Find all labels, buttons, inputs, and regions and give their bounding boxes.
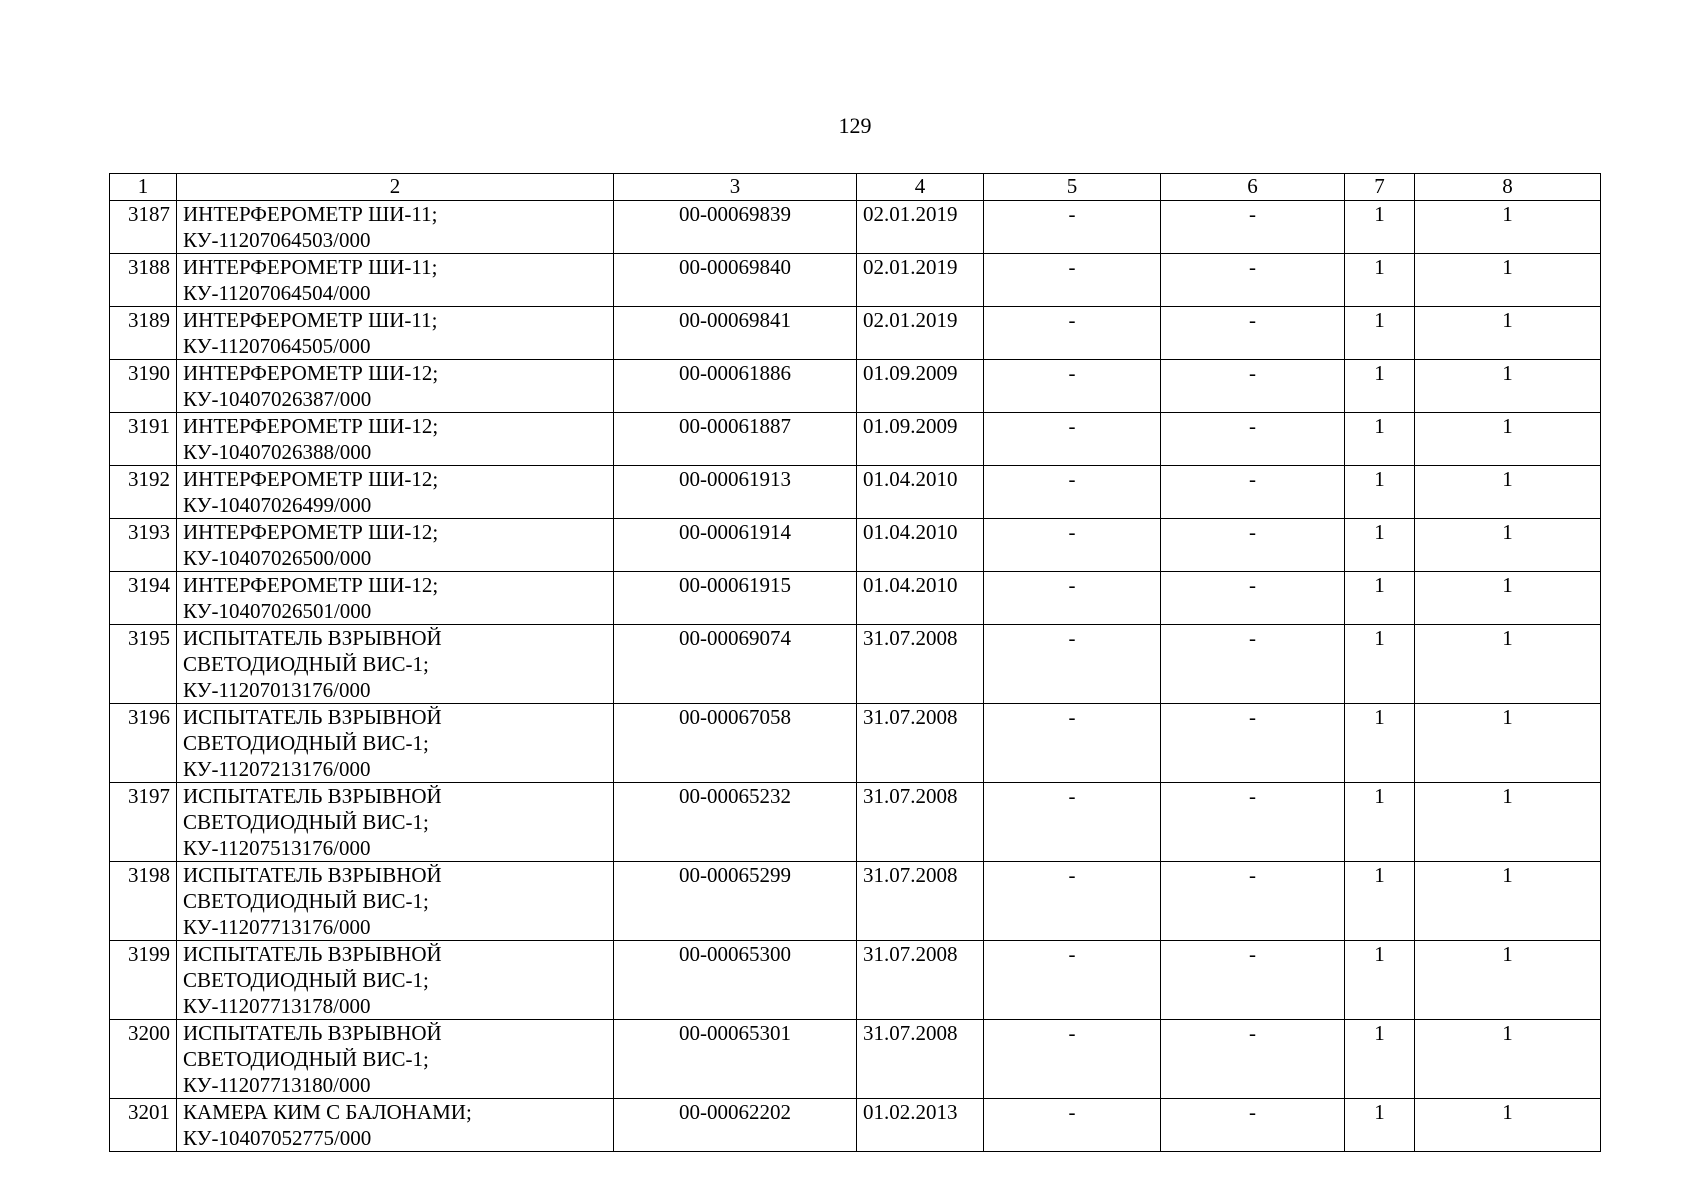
row-number-cell: 3194 bbox=[110, 572, 177, 625]
item-name-cell bbox=[177, 1020, 614, 1099]
row-number-cell: 3191 bbox=[110, 413, 177, 466]
column-5-cell: - bbox=[984, 413, 1161, 466]
column-6-cell: - bbox=[1161, 466, 1345, 519]
page-number: 129 bbox=[838, 113, 872, 138]
table-row bbox=[110, 572, 1601, 625]
column-7-cell: 1 bbox=[1345, 307, 1415, 360]
row-number-cell: 3189 bbox=[110, 307, 177, 360]
row-number-cell: 3196 bbox=[110, 704, 177, 783]
column-7-cell: 1 bbox=[1345, 201, 1415, 254]
column-8-cell: 1 bbox=[1415, 519, 1601, 572]
item-name-line: СВЕТОДИОДНЫЙ ВИС-1; bbox=[183, 810, 429, 834]
table-body bbox=[110, 201, 1601, 1152]
column-8-cell: 1 bbox=[1415, 783, 1601, 862]
item-name-cell bbox=[177, 201, 614, 254]
column-5-cell: - bbox=[984, 625, 1161, 704]
column-7-cell: 1 bbox=[1345, 1099, 1415, 1152]
inventory-number-cell: 00-00062202 bbox=[614, 1099, 857, 1152]
column-6-cell: - bbox=[1161, 941, 1345, 1020]
item-name-line: КУ-10407026501/000 bbox=[183, 599, 372, 623]
inventory-number-cell: 00-00061915 bbox=[614, 572, 857, 625]
inventory-number-cell: 00-00061886 bbox=[614, 360, 857, 413]
column-5-cell: - bbox=[984, 941, 1161, 1020]
registry-table bbox=[109, 173, 1601, 1152]
column-6-cell: - bbox=[1161, 1099, 1345, 1152]
item-name-line: СВЕТОДИОДНЫЙ ВИС-1; bbox=[183, 968, 429, 992]
column-8-cell: 1 bbox=[1415, 201, 1601, 254]
column-7-cell: 1 bbox=[1345, 466, 1415, 519]
row-number-cell: 3200 bbox=[110, 1020, 177, 1099]
table-row bbox=[110, 254, 1601, 307]
row-number-cell: 3188 bbox=[110, 254, 177, 307]
item-name-line: КУ-10407026499/000 bbox=[183, 493, 372, 517]
column-5-cell: - bbox=[984, 360, 1161, 413]
date-cell: 01.04.2010 bbox=[857, 572, 984, 625]
column-6-cell: - bbox=[1161, 201, 1345, 254]
column-7-cell: 1 bbox=[1345, 862, 1415, 941]
item-name-cell bbox=[177, 572, 614, 625]
column-6-cell: - bbox=[1161, 783, 1345, 862]
item-name-line: СВЕТОДИОДНЫЙ ВИС-1; bbox=[183, 1047, 429, 1071]
date-cell: 31.07.2008 bbox=[857, 862, 984, 941]
column-7-cell: 1 bbox=[1345, 704, 1415, 783]
column-8-cell: 1 bbox=[1415, 572, 1601, 625]
column-5-cell: - bbox=[984, 519, 1161, 572]
column-5-cell: - bbox=[984, 862, 1161, 941]
column-6-cell: - bbox=[1161, 307, 1345, 360]
date-cell: 31.07.2008 bbox=[857, 941, 984, 1020]
column-8-cell: 1 bbox=[1415, 254, 1601, 307]
item-name-line: ИСПЫТАТЕЛЬ ВЗРЫВНОЙ bbox=[183, 1021, 442, 1045]
column-6-cell: - bbox=[1161, 360, 1345, 413]
column-8-cell: 1 bbox=[1415, 413, 1601, 466]
column-8-cell: 1 bbox=[1415, 625, 1601, 704]
item-name-line: СВЕТОДИОДНЫЙ ВИС-1; bbox=[183, 652, 429, 676]
date-cell: 01.09.2009 bbox=[857, 360, 984, 413]
date-cell: 31.07.2008 bbox=[857, 625, 984, 704]
item-name-line: ИСПЫТАТЕЛЬ ВЗРЫВНОЙ bbox=[183, 705, 442, 729]
item-name-line: ИНТЕРФЕРОМЕТР ШИ-11; bbox=[183, 255, 438, 279]
date-cell: 02.01.2019 bbox=[857, 307, 984, 360]
item-name-cell bbox=[177, 862, 614, 941]
column-6-cell: - bbox=[1161, 519, 1345, 572]
item-name-line: КУ-11207013176/000 bbox=[183, 678, 371, 702]
item-name-line: ИСПЫТАТЕЛЬ ВЗРЫВНОЙ bbox=[183, 942, 442, 966]
inventory-number-cell: 00-00065232 bbox=[614, 783, 857, 862]
item-name-line: ИНТЕРФЕРОМЕТР ШИ-12; bbox=[183, 414, 439, 438]
column-header: 6 bbox=[1161, 174, 1345, 201]
column-7-cell: 1 bbox=[1345, 519, 1415, 572]
item-name-line: КУ-11207713176/000 bbox=[183, 915, 371, 939]
table-row bbox=[110, 307, 1601, 360]
table-row bbox=[110, 941, 1601, 1020]
column-8-cell: 1 bbox=[1415, 360, 1601, 413]
item-name-cell bbox=[177, 466, 614, 519]
item-name-cell bbox=[177, 360, 614, 413]
inventory-number-cell: 00-00061887 bbox=[614, 413, 857, 466]
column-header: 5 bbox=[984, 174, 1161, 201]
table-row bbox=[110, 783, 1601, 862]
item-name-line: КУ-11207513176/000 bbox=[183, 836, 371, 860]
column-5-cell: - bbox=[984, 572, 1161, 625]
column-5-cell: - bbox=[984, 201, 1161, 254]
column-header: 1 bbox=[110, 174, 177, 201]
column-6-cell: - bbox=[1161, 1020, 1345, 1099]
table-row bbox=[110, 862, 1601, 941]
inventory-number-cell: 00-00069841 bbox=[614, 307, 857, 360]
inventory-number-cell: 00-00069840 bbox=[614, 254, 857, 307]
table-row bbox=[110, 704, 1601, 783]
column-7-cell: 1 bbox=[1345, 254, 1415, 307]
row-number-cell: 3201 bbox=[110, 1099, 177, 1152]
column-5-cell: - bbox=[984, 704, 1161, 783]
item-name-cell bbox=[177, 783, 614, 862]
column-header: 8 bbox=[1415, 174, 1601, 201]
item-name-cell bbox=[177, 519, 614, 572]
item-name-line: ИНТЕРФЕРОМЕТР ШИ-11; bbox=[183, 308, 438, 332]
row-number-cell: 3198 bbox=[110, 862, 177, 941]
item-name-line: СВЕТОДИОДНЫЙ ВИС-1; bbox=[183, 731, 429, 755]
item-name-line: ИНТЕРФЕРОМЕТР ШИ-12; bbox=[183, 573, 439, 597]
item-name-line: КУ-11207713178/000 bbox=[183, 994, 371, 1018]
inventory-number-cell: 00-00065300 bbox=[614, 941, 857, 1020]
item-name-line: СВЕТОДИОДНЫЙ ВИС-1; bbox=[183, 889, 429, 913]
item-name-cell bbox=[177, 307, 614, 360]
inventory-number-cell: 00-00061913 bbox=[614, 466, 857, 519]
item-name-line: ИСПЫТАТЕЛЬ ВЗРЫВНОЙ bbox=[183, 626, 442, 650]
inventory-number-cell: 00-00067058 bbox=[614, 704, 857, 783]
item-name-line: КУ-11207064503/000 bbox=[183, 228, 371, 252]
item-name-line: КУ-11207064504/000 bbox=[183, 281, 371, 305]
column-8-cell: 1 bbox=[1415, 704, 1601, 783]
table-row bbox=[110, 360, 1601, 413]
date-cell: 01.04.2010 bbox=[857, 519, 984, 572]
column-5-cell: - bbox=[984, 1099, 1161, 1152]
column-6-cell: - bbox=[1161, 572, 1345, 625]
item-name-line: КАМЕРА КИМ С БАЛОНАМИ; bbox=[183, 1100, 472, 1124]
column-5-cell: - bbox=[984, 1020, 1161, 1099]
column-6-cell: - bbox=[1161, 862, 1345, 941]
column-8-cell: 1 bbox=[1415, 941, 1601, 1020]
column-8-cell: 1 bbox=[1415, 862, 1601, 941]
item-name-line: ИНТЕРФЕРОМЕТР ШИ-12; bbox=[183, 467, 439, 491]
item-name-line: КУ-11207713180/000 bbox=[183, 1073, 371, 1097]
column-7-cell: 1 bbox=[1345, 625, 1415, 704]
inventory-number-cell: 00-00061914 bbox=[614, 519, 857, 572]
column-6-cell: - bbox=[1161, 625, 1345, 704]
row-number-cell: 3197 bbox=[110, 783, 177, 862]
date-cell: 02.01.2019 bbox=[857, 201, 984, 254]
table-row bbox=[110, 1099, 1601, 1152]
column-6-cell: - bbox=[1161, 704, 1345, 783]
item-name-line: ИНТЕРФЕРОМЕТР ШИ-11; bbox=[183, 202, 438, 226]
column-header: 4 bbox=[857, 174, 984, 201]
date-cell: 01.09.2009 bbox=[857, 413, 984, 466]
table-row bbox=[110, 413, 1601, 466]
table-row bbox=[110, 519, 1601, 572]
column-8-cell: 1 bbox=[1415, 466, 1601, 519]
item-name-line: КУ-10407052775/000 bbox=[183, 1126, 372, 1150]
date-cell: 31.07.2008 bbox=[857, 704, 984, 783]
table-row bbox=[110, 466, 1601, 519]
item-name-line: КУ-11207213176/000 bbox=[183, 757, 371, 781]
item-name-line: КУ-10407026500/000 bbox=[183, 546, 372, 570]
item-name-cell bbox=[177, 941, 614, 1020]
table-row bbox=[110, 201, 1601, 254]
inventory-number-cell: 00-00069839 bbox=[614, 201, 857, 254]
item-name-line: КУ-10407026388/000 bbox=[183, 440, 372, 464]
table-row bbox=[110, 1020, 1601, 1099]
item-name-line: КУ-10407026387/000 bbox=[183, 387, 372, 411]
item-name-line: ИСПЫТАТЕЛЬ ВЗРЫВНОЙ bbox=[183, 863, 442, 887]
row-number-cell: 3193 bbox=[110, 519, 177, 572]
column-7-cell: 1 bbox=[1345, 1020, 1415, 1099]
item-name-line: ИНТЕРФЕРОМЕТР ШИ-12; bbox=[183, 361, 439, 385]
table-row bbox=[110, 625, 1601, 704]
date-cell: 02.01.2019 bbox=[857, 254, 984, 307]
column-7-cell: 1 bbox=[1345, 413, 1415, 466]
item-name-line: ИНТЕРФЕРОМЕТР ШИ-12; bbox=[183, 520, 439, 544]
column-5-cell: - bbox=[984, 783, 1161, 862]
column-header: 7 bbox=[1345, 174, 1415, 201]
item-name-line: ИСПЫТАТЕЛЬ ВЗРЫВНОЙ bbox=[183, 784, 442, 808]
date-cell: 01.04.2010 bbox=[857, 466, 984, 519]
row-number-cell: 3195 bbox=[110, 625, 177, 704]
column-6-cell: - bbox=[1161, 413, 1345, 466]
row-number-cell: 3187 bbox=[110, 201, 177, 254]
column-8-cell: 1 bbox=[1415, 1099, 1601, 1152]
item-name-cell bbox=[177, 625, 614, 704]
date-cell: 01.02.2013 bbox=[857, 1099, 984, 1152]
inventory-number-cell: 00-00065301 bbox=[614, 1020, 857, 1099]
column-5-cell: - bbox=[984, 466, 1161, 519]
column-6-cell: - bbox=[1161, 254, 1345, 307]
column-5-cell: - bbox=[984, 254, 1161, 307]
inventory-number-cell: 00-00069074 bbox=[614, 625, 857, 704]
item-name-cell bbox=[177, 413, 614, 466]
item-name-line: КУ-11207064505/000 bbox=[183, 334, 371, 358]
row-number-cell: 3199 bbox=[110, 941, 177, 1020]
item-name-cell bbox=[177, 254, 614, 307]
column-7-cell: 1 bbox=[1345, 783, 1415, 862]
inventory-number-cell: 00-00065299 bbox=[614, 862, 857, 941]
column-5-cell: - bbox=[984, 307, 1161, 360]
item-name-cell bbox=[177, 704, 614, 783]
column-8-cell: 1 bbox=[1415, 1020, 1601, 1099]
column-8-cell: 1 bbox=[1415, 307, 1601, 360]
column-7-cell: 1 bbox=[1345, 572, 1415, 625]
header-row bbox=[110, 174, 1601, 201]
column-header: 2 bbox=[177, 174, 614, 201]
item-name-cell bbox=[177, 1099, 614, 1152]
date-cell: 31.07.2008 bbox=[857, 783, 984, 862]
row-number-cell: 3190 bbox=[110, 360, 177, 413]
row-number-cell: 3192 bbox=[110, 466, 177, 519]
column-7-cell: 1 bbox=[1345, 360, 1415, 413]
column-7-cell: 1 bbox=[1345, 941, 1415, 1020]
date-cell: 31.07.2008 bbox=[857, 1020, 984, 1099]
table-header bbox=[110, 174, 1601, 201]
column-header: 3 bbox=[614, 174, 857, 201]
